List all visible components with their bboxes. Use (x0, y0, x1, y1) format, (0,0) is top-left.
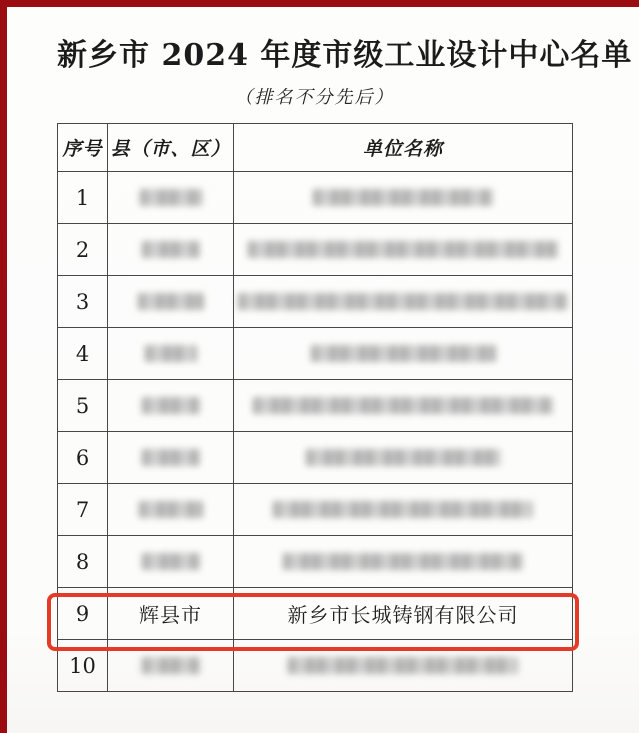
document-title: 新乡市 2024 年度市级工业设计中心名单 (57, 38, 633, 73)
row-number: 3 (58, 276, 108, 328)
redacted-text-blur (142, 241, 200, 258)
design-center-table (57, 123, 573, 692)
unit-name-cell (234, 172, 573, 224)
redacted-text-blur (142, 657, 200, 674)
table-row-highlighted (58, 588, 573, 640)
redacted-text-blur (138, 293, 204, 310)
table-header-row (58, 124, 573, 172)
table-row (58, 380, 573, 432)
table-row (58, 224, 573, 276)
redacted-text-blur (273, 501, 533, 518)
column-header-name: 单位名称 (234, 124, 573, 172)
redacted-text-blur (140, 189, 202, 206)
table-row (58, 484, 573, 536)
row-number: 10 (58, 640, 108, 692)
county-cell (108, 172, 234, 224)
row-number: 6 (58, 432, 108, 484)
table-row (58, 536, 573, 588)
table-row (58, 172, 573, 224)
redacted-text-blur (248, 241, 558, 258)
redacted-text-blur (253, 397, 553, 414)
row-number: 9 (58, 588, 108, 640)
county-cell (108, 224, 234, 276)
unit-name-cell (234, 276, 573, 328)
county-cell (108, 328, 234, 380)
redacted-text-blur (142, 449, 200, 466)
redacted-text-blur (238, 293, 568, 310)
row-number: 4 (58, 328, 108, 380)
redacted-text-blur (145, 345, 197, 362)
row-number: 2 (58, 224, 108, 276)
column-header-no: 序号 (58, 124, 108, 172)
county-cell-text: 辉县市 (139, 603, 202, 627)
unit-name-cell (234, 224, 573, 276)
unit-name-cell (234, 432, 573, 484)
table-row (58, 328, 573, 380)
page-edge-top (0, 0, 639, 7)
county-cell (108, 484, 234, 536)
county-cell (108, 536, 234, 588)
document-subtitle: （排名不分先后） (234, 87, 395, 108)
county-cell (108, 380, 234, 432)
redacted-text-blur (311, 345, 496, 362)
redacted-text-blur (288, 657, 518, 674)
redacted-text-blur (139, 501, 203, 518)
redacted-text-blur (306, 449, 501, 466)
county-cell (108, 276, 234, 328)
column-header-county: 县（市、区） (108, 124, 234, 172)
county-cell (108, 588, 234, 640)
county-cell (108, 640, 234, 692)
row-number: 5 (58, 380, 108, 432)
unit-name-cell (234, 328, 573, 380)
row-number: 7 (58, 484, 108, 536)
unit-name-cell (234, 484, 573, 536)
redacted-text-blur (142, 553, 200, 570)
redacted-text-blur (283, 553, 523, 570)
row-number: 1 (58, 172, 108, 224)
row-number: 8 (58, 536, 108, 588)
unit-name-cell (234, 536, 573, 588)
county-cell (108, 432, 234, 484)
table-row (58, 276, 573, 328)
unit-name-cell (234, 380, 573, 432)
unit-name-cell-text: 新乡市长城铸钢有限公司 (287, 603, 519, 627)
redacted-text-blur (313, 189, 493, 206)
page-edge-left (0, 0, 7, 733)
unit-name-cell (234, 588, 573, 640)
redacted-text-blur (142, 397, 200, 414)
unit-name-cell (234, 640, 573, 692)
table-row (58, 640, 573, 692)
table-row (58, 432, 573, 484)
